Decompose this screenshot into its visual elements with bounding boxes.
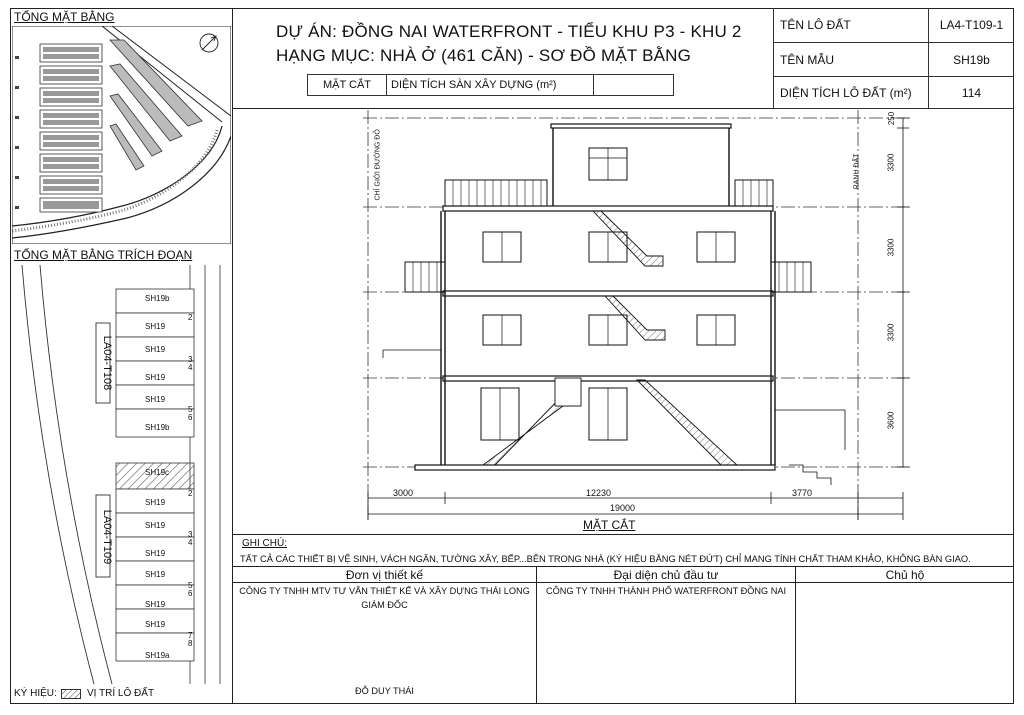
info-value-lot-name — [928, 8, 1014, 43]
lot-number: 2 — [188, 489, 193, 498]
investor-column-title: Đại diện chủ đầu tư — [613, 568, 719, 582]
lot-label: SH19 — [145, 395, 166, 404]
block-label-top: LA04-T108 — [101, 335, 113, 391]
lot-number: 6 — [188, 589, 193, 598]
lot-label: SH19 — [145, 521, 166, 530]
info-value-lot-area — [928, 76, 1014, 109]
lot-label: SH19c — [145, 468, 170, 477]
excerpt-title: TỔNG MẶT BẰNG TRÍCH ĐOẠN — [14, 248, 193, 262]
left-boundary-label: CHỈ GIỚI ĐƯỜNG ĐỎ — [374, 129, 382, 201]
drawing-caption: MẶT CẮT — [583, 518, 636, 532]
lot-number: 5 — [188, 405, 193, 414]
project-title: DỰ ÁN: ĐỒNG NAI WATERFRONT - TIỂU KHU P3 - KHU 2 — [276, 22, 742, 41]
dim-horizontal: 3770 — [792, 488, 813, 498]
lot-label: SH19 — [145, 322, 166, 331]
designer-role: GIÁM ĐỐC — [361, 600, 408, 610]
lot-label: SH19 — [145, 373, 166, 382]
info-value-lot-name-text: LA4-T109-1 — [939, 18, 1004, 32]
lot-label: SH19b — [145, 294, 170, 303]
info-label-template — [773, 42, 929, 77]
sub-cell-area — [386, 74, 594, 96]
sub-cell-section-text: MẶT CẮT — [322, 79, 372, 91]
lot-number: 3 — [188, 530, 193, 539]
sub-cell-section — [307, 74, 387, 96]
info-label-lot-name — [773, 8, 929, 43]
lot-number: 4 — [188, 538, 193, 547]
dim-vertical: 3300 — [886, 153, 896, 172]
info-value-lot-area-text: 114 — [961, 85, 982, 100]
lot-label: SH19 — [145, 498, 166, 507]
sub-cell-area-text: DIỆN TÍCH SÀN XÂY DỰNG (m²) — [391, 79, 557, 91]
owner-column-title: Chủ hộ — [885, 568, 925, 582]
sub-cell-area-value — [593, 74, 674, 96]
lot-number: 7 — [188, 631, 193, 640]
lot-number: 8 — [188, 639, 193, 648]
lot-number: 4 — [188, 363, 193, 372]
designer-column-title: Đơn vị thiết kế — [345, 568, 424, 582]
legend-hatch-icon — [61, 689, 81, 699]
excerpt-plan — [12, 265, 231, 684]
lot-number: 3 — [188, 355, 193, 364]
right-boundary-label: RANH ĐẤT — [853, 153, 861, 190]
item-title: HẠNG MỤC: NHÀ Ở (461 CĂN) - SƠ ĐỒ MẶT BẰNG — [276, 46, 692, 65]
signature-header-line — [233, 582, 1014, 583]
notes-text: TẤT CẢ CÁC THIẾT BỊ VỆ SINH, VÁCH NGĂN, TƯỜNG XÂY, BẾP...BÊN TRONG NHÀ (KÝ HIỆU BẰNG NÉT ĐỨT) CHỈ MANG TÍNH CHẤT THAM KHẢO, KHÔNG BÀN GIAO. — [240, 554, 971, 564]
info-value-template — [928, 42, 1014, 77]
lot-number: 5 — [188, 581, 193, 590]
dim-total: 19000 — [610, 503, 636, 513]
lot-number: 2 — [188, 313, 193, 322]
master-plan-title: TỔNG MẶT BẰNG — [14, 10, 115, 24]
section-drawing — [233, 110, 1013, 535]
legend-label: KÝ HIỆU: — [14, 688, 57, 699]
lot-number: 6 — [188, 413, 193, 422]
notes-heading: GHI CHÚ: — [242, 538, 287, 549]
info-label-template-text: TÊN MẪU — [780, 52, 834, 67]
lot-label: SH19 — [145, 600, 166, 609]
lot-label: SH19 — [145, 549, 166, 558]
info-value-template-text: SH19b — [953, 52, 990, 67]
signature-divider — [795, 566, 796, 704]
block-label-bottom: LA04-T109 — [101, 509, 113, 565]
legend-text: VỊ TRÍ LÔ ĐẤT — [87, 688, 155, 699]
lot-label: SH19 — [145, 620, 166, 629]
designer-signer-name: ĐỖ DUY THÁI — [355, 686, 414, 696]
dim-vertical: 3300 — [886, 238, 896, 257]
notes-border — [233, 534, 1014, 535]
lot-label: SH19 — [145, 570, 166, 579]
dim-horizontal: 3000 — [393, 488, 414, 498]
info-label-lot-name-text: TÊN LÔ ĐẤT — [780, 18, 851, 32]
dim-vertical: 250 — [887, 111, 897, 126]
designer-company: CÔNG TY TNHH MTV TƯ VẤN THIẾT KẾ VÀ XÂY DỰNG THÁI LONG — [239, 586, 530, 596]
dim-vertical: 3300 — [886, 323, 896, 342]
dim-horizontal: 12230 — [586, 488, 612, 498]
master-plan-map — [12, 26, 231, 244]
lot-label: SH19 — [145, 345, 166, 354]
info-label-lot-area — [773, 76, 929, 109]
lot-label: SH19b — [145, 423, 170, 432]
investor-company: CÔNG TY TNHH THÀNH PHỐ WATERFRONT ĐỒNG NAI — [545, 586, 787, 596]
dim-vertical: 3600 — [886, 411, 896, 430]
info-label-lot-area-text: DIỆN TÍCH LÔ ĐẤT (m²) — [780, 85, 912, 100]
lot-label: SH19a — [145, 651, 170, 660]
